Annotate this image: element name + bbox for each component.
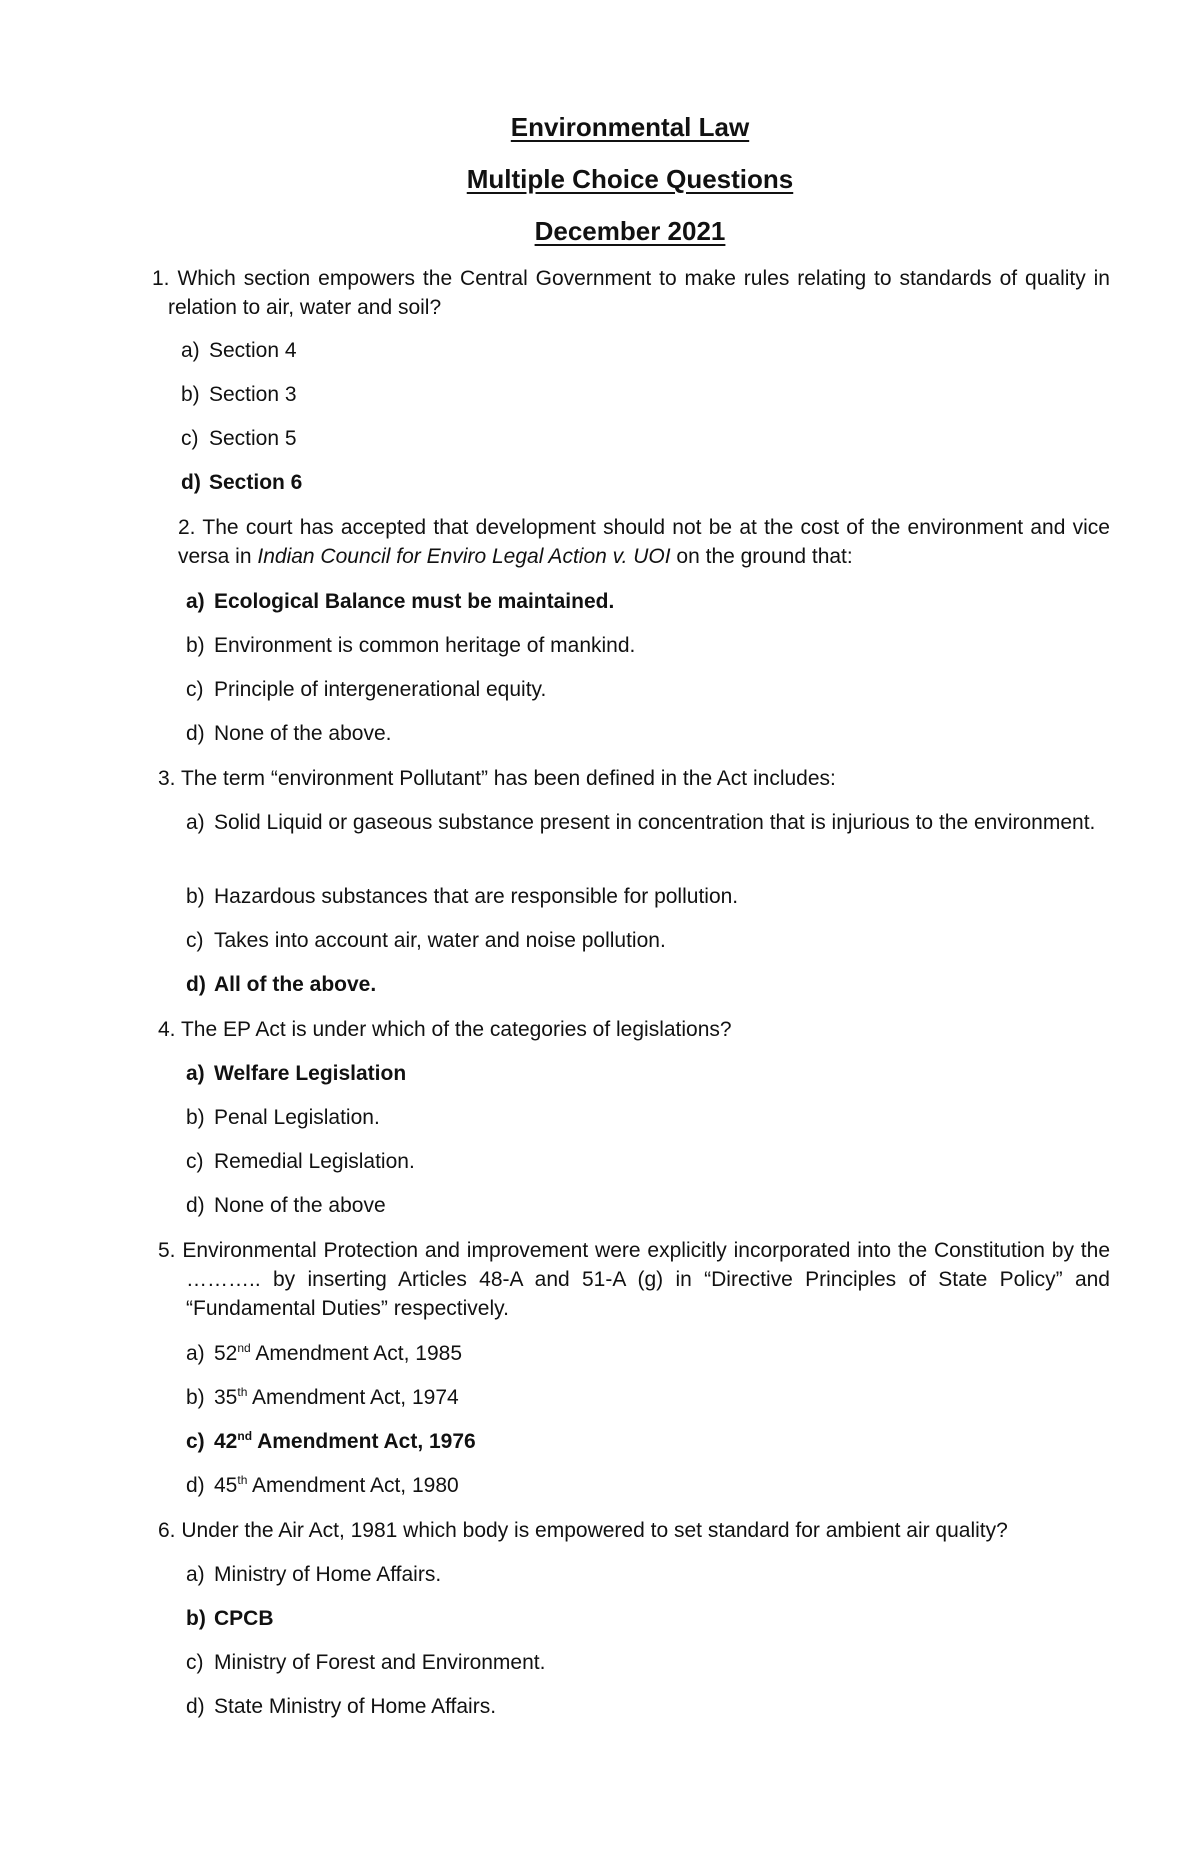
question-text-part1: The court has accepted that development should not be at the cost of the environment and vice versa in: [178, 516, 1110, 568]
question-text: The EP Act is under which of the categories of legislations?: [180, 1018, 732, 1041]
option-letter: c): [186, 1430, 205, 1453]
option-letter: d): [186, 1194, 205, 1217]
option-letter: d): [186, 973, 206, 996]
question-number: 2.: [178, 516, 196, 539]
option-text: None of the above.: [214, 722, 392, 745]
option-5c-answer: [186, 1427, 476, 1456]
option-text: Welfare Legislation: [214, 1062, 407, 1085]
option-text: Remedial Legislation.: [214, 1150, 415, 1173]
option-3c: [186, 926, 666, 955]
question-5: [158, 1236, 1110, 1323]
option-letter: b): [186, 1386, 205, 1409]
question-number: 1.: [152, 267, 170, 290]
page-title: Environmental Law: [510, 112, 750, 142]
option-letter: d): [181, 471, 201, 494]
option-ordinal: th: [237, 1385, 248, 1399]
option-text: Penal Legislation.: [214, 1106, 380, 1129]
option-letter: b): [186, 1106, 205, 1129]
option-text: Amendment Act, 1974: [247, 1386, 459, 1409]
question-text: Environmental Protection and improvement were explicitly incorporated into the Constitution by the ……….. by inserting Articles 48-A and 51-A (g) in “Directive Principles of State Policy” and “Fundamental Duties” respectively.: [182, 1239, 1111, 1320]
question-number: 3.: [158, 767, 176, 790]
option-text: Ministry of Home Affairs.: [214, 1563, 442, 1586]
option-ordinal: nd: [237, 1341, 251, 1355]
option-4c: [186, 1147, 415, 1176]
option-text: Section 4: [209, 339, 297, 362]
option-letter: a): [186, 1342, 205, 1365]
option-letter: c): [186, 1150, 204, 1173]
option-3d-answer: [186, 970, 376, 999]
option-6a: [186, 1560, 441, 1589]
option-number: 45: [214, 1474, 238, 1497]
option-text: Environment is common heritage of mankind.: [214, 634, 636, 657]
question-1: [152, 264, 1110, 322]
question-text-part2: on the ground that:: [670, 545, 853, 568]
option-letter: b): [186, 634, 205, 657]
option-letter: c): [186, 1651, 204, 1674]
option-4d: [186, 1191, 386, 1220]
option-text: All of the above.: [214, 973, 377, 996]
question-2: [178, 513, 1110, 571]
option-letter: d): [186, 1474, 205, 1497]
option-5a: [186, 1339, 462, 1368]
option-letter: a): [186, 811, 205, 834]
case-name: Indian Council for Enviro Legal Action v. UOI: [257, 545, 671, 568]
option-text: Section 6: [209, 471, 303, 494]
option-letter: c): [186, 678, 204, 701]
option-letter: a): [181, 339, 200, 362]
option-letter: a): [186, 1062, 205, 1085]
option-text: Amendment Act, 1980: [247, 1474, 459, 1497]
option-5d: [186, 1471, 459, 1500]
option-4b: [186, 1103, 380, 1132]
option-text: CPCB: [214, 1607, 274, 1630]
option-text: Solid Liquid or gaseous substance present in concentration that is injurious to the environment.: [214, 811, 1096, 834]
question-text: Which section empowers the Central Government to make rules relating to standards of quality in relation to air, water and soil?: [168, 267, 1110, 319]
option-5b: [186, 1383, 459, 1412]
option-text: Amendment Act, 1985: [250, 1342, 463, 1365]
option-2d: [186, 719, 391, 748]
option-text: State Ministry of Home Affairs.: [214, 1695, 497, 1718]
question-4: [158, 1015, 1110, 1044]
page-date: December 2021: [534, 216, 726, 246]
option-letter: c): [181, 427, 199, 450]
option-text: Amendment Act, 1976: [252, 1430, 476, 1453]
option-text: Hazardous substances that are responsible for pollution.: [214, 885, 739, 908]
option-text: Section 3: [209, 383, 297, 406]
option-number: 52: [214, 1342, 238, 1365]
option-text: Section 5: [209, 427, 297, 450]
option-1a: [181, 336, 297, 365]
option-6c: [186, 1648, 545, 1677]
option-text: Ministry of Forest and Environment.: [214, 1651, 546, 1674]
option-1b: [181, 380, 297, 409]
question-text: The term “environment Pollutant” has been defined in the Act includes:: [180, 767, 836, 790]
question-number: 6.: [158, 1519, 176, 1542]
page-subtitle: Multiple Choice Questions: [466, 164, 794, 194]
option-1d-answer: [181, 468, 302, 497]
option-ordinal: nd: [237, 1429, 253, 1443]
option-2c: [186, 675, 546, 704]
option-2a-answer: [186, 587, 614, 616]
option-letter: a): [186, 590, 205, 613]
option-letter: b): [181, 383, 200, 406]
option-ordinal: th: [237, 1473, 248, 1487]
question-text: Under the Air Act, 1981 which body is empowered to set standard for ambient air quality?: [181, 1519, 1008, 1542]
option-number: 35: [214, 1386, 238, 1409]
option-2b: [186, 631, 635, 660]
option-letter: d): [186, 722, 205, 745]
option-text: Takes into account air, water and noise pollution.: [214, 929, 666, 952]
question-6: [158, 1516, 1138, 1545]
option-text: Ecological Balance must be maintained.: [214, 590, 615, 613]
option-text: None of the above: [214, 1194, 386, 1217]
option-letter: d): [186, 1695, 205, 1718]
option-letter: a): [186, 1563, 205, 1586]
option-letter: c): [186, 929, 204, 952]
option-3b: [186, 882, 738, 911]
option-4a-answer: [186, 1059, 406, 1088]
question-3: [158, 764, 1110, 793]
option-6b-answer: [186, 1604, 274, 1633]
question-number: 5.: [158, 1239, 176, 1262]
option-letter: b): [186, 1607, 206, 1630]
option-6d: [186, 1692, 496, 1721]
option-text: Principle of intergenerational equity.: [214, 678, 547, 701]
option-3a: [186, 808, 1138, 837]
option-1c: [181, 424, 297, 453]
option-number: 42: [214, 1430, 238, 1453]
question-number: 4.: [158, 1018, 176, 1041]
option-letter: b): [186, 885, 205, 908]
